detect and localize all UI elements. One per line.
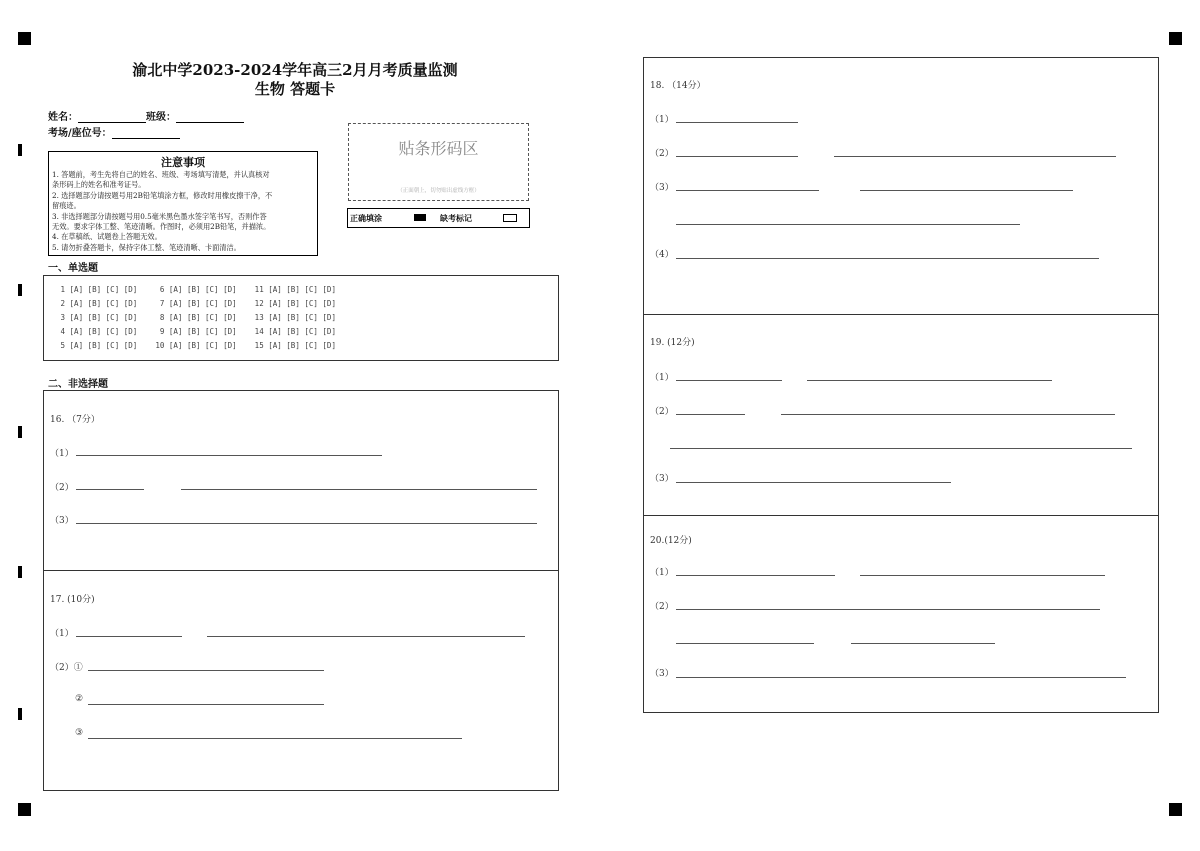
absent-mark-label: 缺考标记 <box>440 213 472 223</box>
notice-line: 1. 答题前，考生先将自己的姓名、班级、考场填写清楚，并认真核对 <box>52 170 270 179</box>
notice-line: 4. 在草稿纸、试题卷上答题无效。 <box>52 232 162 242</box>
barcode-label: 贴条形码区 <box>398 139 479 158</box>
q19-part2-label: （2） <box>650 407 674 417</box>
q18-part2-label: （2） <box>650 149 674 159</box>
notice-title: 注意事项 <box>161 156 205 169</box>
q19-part3-label: （3） <box>650 474 674 484</box>
choice-row[interactable]: 4 [A] [B] [C] [D] 9 [A] [B] [C] [D] 14 [A] [B] [C] [D] <box>56 327 336 336</box>
corner-mark-bottom-right <box>1169 803 1182 816</box>
correct-fill-label: 正确填涂 <box>350 213 382 223</box>
barcode-hint: （正面朝上，切勿贴出虚线方框） <box>397 188 480 194</box>
timing-mark <box>18 426 22 438</box>
choice-row[interactable]: 1 [A] [B] [C] [D] 6 [A] [B] [C] [D] 11 [A] [B] [C] [D] <box>56 285 336 294</box>
name-field[interactable] <box>78 111 146 123</box>
answer-line[interactable] <box>676 414 745 415</box>
answer-line[interactable] <box>676 224 1020 225</box>
name-row <box>48 108 244 123</box>
q17-part2c-label: ③ <box>75 728 84 738</box>
timing-mark <box>18 566 22 578</box>
section-title-single-choice: 一、单选题 <box>48 263 98 274</box>
question-20-box <box>643 515 1159 713</box>
answer-line[interactable] <box>207 636 525 637</box>
fill-legend <box>347 208 530 228</box>
answer-line[interactable] <box>676 677 1126 678</box>
notice-line: 2. 选择题部分请按题号用2B铅笔填涂方框，修改时用橡皮擦干净，不 <box>52 190 273 200</box>
notice-line: 留痕迹。 <box>52 201 81 211</box>
single-choice-box <box>43 275 559 361</box>
q16-part2-label: （2） <box>50 483 74 493</box>
page-subtitle: 生物 答题卡 <box>254 80 336 98</box>
answer-line[interactable] <box>676 643 814 644</box>
absent-mark-checkbox[interactable] <box>503 214 517 222</box>
answer-line[interactable] <box>834 156 1116 157</box>
q17-part1-label: （1） <box>50 629 74 639</box>
answer-line[interactable] <box>676 156 798 157</box>
answer-line[interactable] <box>76 523 537 524</box>
notice-line: 5. 请勿折叠答题卡，保持字体工整、笔迹清晰、卡面清洁。 <box>52 242 241 252</box>
q20-part1-label: （1） <box>650 568 674 578</box>
name-label: 姓名： <box>48 112 78 123</box>
answer-line[interactable] <box>76 455 382 456</box>
answer-line[interactable] <box>676 609 1100 610</box>
answer-line[interactable] <box>676 380 782 381</box>
notice-line: 3. 非选择题部分请按题号用0.5毫米黑色墨水签字笔书写，否则作答 <box>52 211 267 221</box>
q16-part1-label: （1） <box>50 449 74 459</box>
answer-line[interactable] <box>781 414 1115 415</box>
q17-part2b-label: ② <box>75 694 84 704</box>
corner-mark-bottom-left <box>18 803 31 816</box>
choice-row[interactable]: 2 [A] [B] [C] [D] 7 [A] [B] [C] [D] 12 [A] [B] [C] [D] <box>56 299 336 308</box>
corner-mark-top-left <box>18 32 31 45</box>
answer-line[interactable] <box>88 670 324 671</box>
answer-line[interactable] <box>76 636 182 637</box>
seat-label: 考场/座位号： <box>48 128 112 139</box>
answer-line[interactable] <box>676 482 951 483</box>
timing-mark <box>18 144 22 156</box>
q18-part3-label: （3） <box>650 183 674 193</box>
timing-mark <box>18 284 22 296</box>
question-18-box <box>643 57 1159 315</box>
q20-part2-label: （2） <box>650 602 674 612</box>
barcode-area <box>348 123 529 201</box>
choice-row[interactable]: 5 [A] [B] [C] [D] 10 [A] [B] [C] [D] 15 [A] [B] [C] [D] <box>56 341 336 350</box>
correct-fill-sample <box>414 214 426 221</box>
class-label: 班级： <box>146 112 176 123</box>
q16-part3-label: （3） <box>50 516 74 526</box>
q19-part1-label: （1） <box>650 373 674 383</box>
answer-line[interactable] <box>676 190 819 191</box>
q20-part3-label: （3） <box>650 669 674 679</box>
question-17-heading: 17. (10分) <box>50 595 95 605</box>
answer-line[interactable] <box>76 489 144 490</box>
page-title: 渝北中学2023-2024学年高三2月月考质量监测 <box>132 61 458 79</box>
answer-line[interactable] <box>670 448 1132 449</box>
notice-box <box>48 151 318 256</box>
section-title-non-choice: 二、非选择题 <box>48 379 108 390</box>
question-19-box <box>643 314 1159 516</box>
answer-line[interactable] <box>88 738 462 739</box>
notice-line: 条形码上的姓名和准考证号。 <box>52 180 146 190</box>
q18-part4-label: （4） <box>650 250 674 260</box>
q17-part2-label: （2）① <box>50 663 83 673</box>
question-19-heading: 19. (12分) <box>650 338 695 348</box>
seat-row <box>48 124 180 139</box>
answer-line[interactable] <box>181 489 537 490</box>
answer-line[interactable] <box>860 575 1105 576</box>
answer-line[interactable] <box>851 643 995 644</box>
question-18-heading: 18. （14分） <box>650 81 706 91</box>
question-16-box <box>43 390 559 571</box>
answer-line[interactable] <box>676 575 835 576</box>
question-20-heading: 20.(12分) <box>650 536 692 546</box>
notice-line: 无效。要求字体工整、笔迹清晰。作图时，必须用2B铅笔，并描浓。 <box>52 222 271 232</box>
answer-line[interactable] <box>860 190 1073 191</box>
question-17-box <box>43 570 559 791</box>
answer-line[interactable] <box>88 704 324 705</box>
corner-mark-top-right <box>1169 32 1182 45</box>
seat-field[interactable] <box>112 127 180 139</box>
answer-line[interactable] <box>807 380 1052 381</box>
class-field[interactable] <box>176 111 244 123</box>
q18-part1-label: （1） <box>650 115 674 125</box>
timing-mark <box>18 708 22 720</box>
choice-row[interactable]: 3 [A] [B] [C] [D] 8 [A] [B] [C] [D] 13 [A] [B] [C] [D] <box>56 313 336 322</box>
answer-line[interactable] <box>676 122 798 123</box>
answer-line[interactable] <box>676 258 1099 259</box>
question-16-heading: 16. （7分） <box>50 415 100 425</box>
